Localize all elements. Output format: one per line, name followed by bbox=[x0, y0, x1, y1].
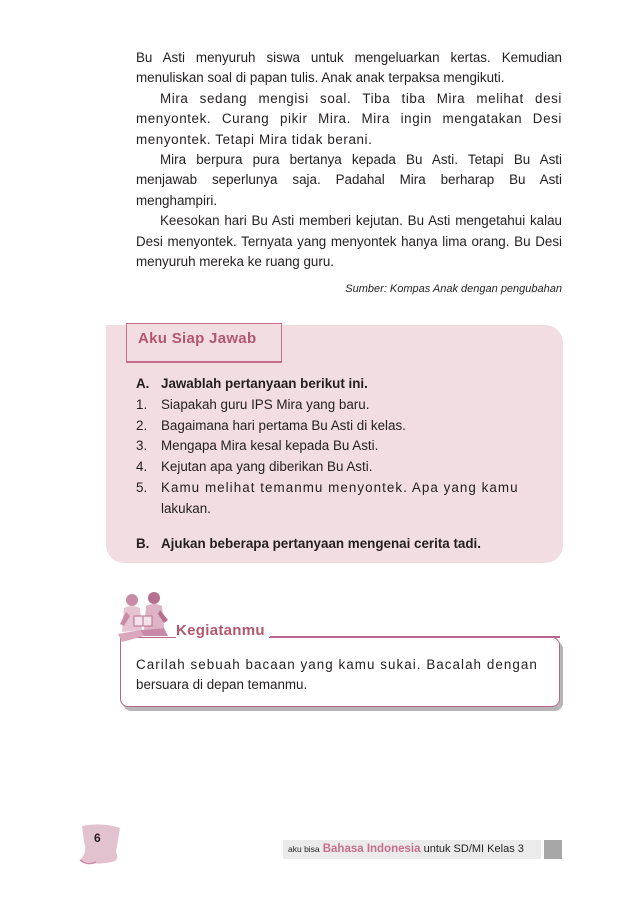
kegiatanmu-line-1: Carilah sebuah bacaan yang kamu sukai. Bacalah dengan bbox=[136, 657, 538, 672]
footer-subject: Bahasa Indonesia bbox=[322, 843, 421, 855]
footer-suffix: untuk SD/MI Kelas 3 bbox=[423, 843, 524, 855]
question-number: 2. bbox=[136, 417, 148, 433]
page-number-scroll-icon bbox=[76, 822, 126, 866]
question-text-line-1: Kamu melihat temanmu menyontek. Apa yang kamu bbox=[161, 479, 519, 495]
footer-prefix: aku bisa bbox=[288, 844, 320, 854]
section-b bbox=[136, 534, 556, 555]
section-b-text: Ajukan beberapa pertanyaan mengenai cerita tadi. bbox=[161, 535, 481, 551]
question-4 bbox=[136, 457, 556, 478]
question-text: Siapakah guru IPS Mira yang baru. bbox=[161, 396, 370, 412]
question-text: Mengapa Mira kesal kepada Bu Asti. bbox=[161, 438, 379, 454]
question-text-line-2: lakukan. bbox=[161, 500, 211, 516]
page-number: 6 bbox=[94, 831, 101, 845]
question-1 bbox=[136, 395, 556, 416]
footer-title bbox=[288, 843, 524, 855]
question-3 bbox=[136, 436, 556, 457]
question-number: 4. bbox=[136, 459, 148, 475]
kegiatanmu-title: Kegiatanmu bbox=[176, 622, 269, 639]
aku-siap-jawab-title: Aku Siap Jawab bbox=[138, 330, 257, 347]
story-paragraph-2: Mira sedang mengisi soal. Tiba tiba Mira melihat desi menyontek. Curang pikir Mira. Mira ingin mengatakan Desi menyontek. Tetapi Mira tidak berani. bbox=[136, 90, 562, 147]
aku-siap-jawab-tab-underline bbox=[126, 361, 282, 363]
footer-gray-block bbox=[544, 840, 562, 859]
kegiatanmu-text bbox=[136, 655, 550, 695]
children-reading-icon bbox=[114, 590, 172, 644]
question-list bbox=[136, 374, 556, 554]
section-a-text: Jawablah pertanyaan berikut ini. bbox=[161, 376, 368, 391]
section-a bbox=[136, 374, 556, 395]
story-paragraph-4: Keesokan hari Bu Asti memberi kejutan. Bu Asti mengetahui kalau Desi menyontek. Ternyata yang menyontek hanya lima orang. Bu Desi menyuruh mereka ke ruang guru. bbox=[136, 213, 562, 270]
question-text: Bagaimana hari pertama Bu Asti di kelas. bbox=[161, 417, 406, 433]
story-source: Sumber: Kompas Anak dengan pengubahan bbox=[345, 283, 562, 295]
question-number: 1. bbox=[136, 396, 148, 412]
question-number: 3. bbox=[136, 438, 148, 454]
question-2 bbox=[136, 416, 556, 437]
story-text bbox=[136, 48, 562, 272]
kegiatanmu-line-2: bersuara di depan temanmu. bbox=[136, 677, 308, 692]
story-paragraph-1: Bu Asti menyuruh siswa untuk mengeluarkan kertas. Kemudian menuliskan soal di papan tulis. Anak anak terpaksa mengikuti. bbox=[136, 50, 562, 86]
story-paragraph-3: Mira berpura pura bertanya kepada Bu Asti. Tetapi Bu Asti menjawab seperlunya saja. Padahal Mira berharap Bu Asti menghampiri. bbox=[136, 152, 562, 208]
question-text: Kejutan apa yang diberikan Bu Asti. bbox=[161, 459, 373, 475]
question-number: 5. bbox=[136, 479, 148, 495]
section-b-label: B. bbox=[136, 535, 150, 551]
section-a-label: A. bbox=[136, 376, 150, 391]
kegiatanmu-title-line bbox=[270, 636, 560, 638]
question-5 bbox=[136, 478, 556, 520]
